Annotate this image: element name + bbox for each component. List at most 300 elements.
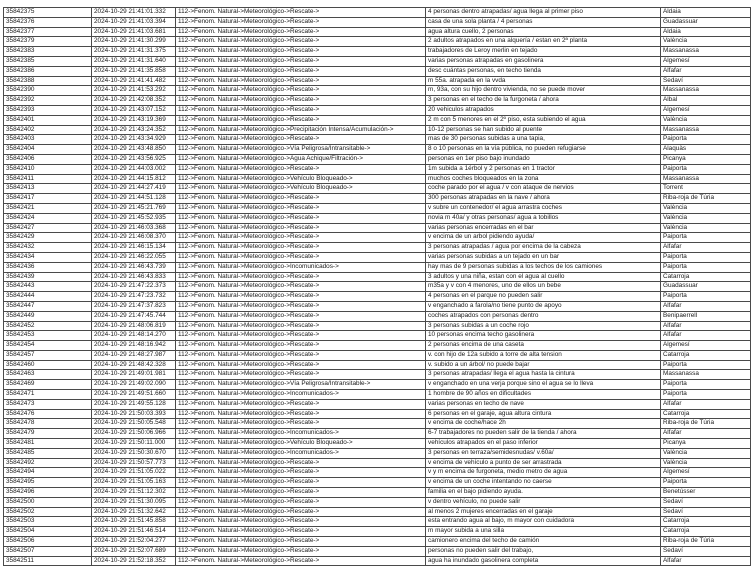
description-cell: v encima de vehículo a punto de ser arrastrada bbox=[426, 458, 661, 468]
municipality-cell: Paiporta bbox=[661, 262, 751, 272]
table-row bbox=[4, 37, 751, 47]
timestamp-cell: 2024-10-29 21:48:27.987 bbox=[92, 350, 176, 360]
timestamp-cell: 2024-10-29 21:46:15.134 bbox=[92, 243, 176, 253]
timestamp-cell: 2024-10-29 21:51:46.514 bbox=[92, 527, 176, 537]
description-cell: 2 personas encima de una caseta bbox=[426, 341, 661, 351]
description-cell: agua ha inundado gasolinera completa bbox=[426, 556, 661, 566]
timestamp-cell: 2024-10-29 21:44:15.812 bbox=[92, 174, 176, 184]
description-cell: m 55a. atrapada en la vvda bbox=[426, 76, 661, 86]
municipality-cell: Massanassa bbox=[661, 86, 751, 96]
timestamp-cell: 2024-10-29 21:51:05.163 bbox=[92, 478, 176, 488]
category-cell: 112->Fenom. Natural->Meteorológico->Rescate-> bbox=[176, 419, 426, 429]
incident-id-cell: 35842401 bbox=[4, 115, 92, 125]
category-cell: 112->Fenom. Natural->Meteorológico->Incomunicados-> bbox=[176, 448, 426, 458]
category-cell: 112->Fenom. Natural->Meteorológico->Incomunicados-> bbox=[176, 262, 426, 272]
description-cell: novia m 40a/ y otras personas/ agua a tobillos bbox=[426, 213, 661, 223]
description-cell: 3 personas atrapadas / agua por encima de la cabeza bbox=[426, 243, 661, 253]
municipality-cell: Alfafar bbox=[661, 321, 751, 331]
table-row bbox=[4, 17, 751, 27]
municipality-cell: Catarroja bbox=[661, 272, 751, 282]
incident-id-cell: 35842457 bbox=[4, 350, 92, 360]
municipality-cell: Benetússer bbox=[661, 488, 751, 498]
table-row bbox=[4, 213, 751, 223]
incident-id-cell: 35842447 bbox=[4, 301, 92, 311]
timestamp-cell: 2024-10-29 21:51:45.858 bbox=[92, 517, 176, 527]
table-row bbox=[4, 282, 751, 292]
table-row bbox=[4, 321, 751, 331]
timestamp-cell: 2024-10-29 21:48:16.942 bbox=[92, 341, 176, 351]
timestamp-cell: 2024-10-29 21:50:06.966 bbox=[92, 429, 176, 439]
table-row bbox=[4, 497, 751, 507]
municipality-cell: Paiporta bbox=[661, 135, 751, 145]
timestamp-cell: 2024-10-29 21:50:05.548 bbox=[92, 419, 176, 429]
table-row bbox=[4, 252, 751, 262]
municipality-cell: Alfafar bbox=[661, 66, 751, 76]
timestamp-cell: 2024-10-29 21:47:22.373 bbox=[92, 282, 176, 292]
table-row bbox=[4, 439, 751, 449]
category-cell: 112->Fenom. Natural->Meteorológico->Agua Achique/Filtración-> bbox=[176, 154, 426, 164]
description-cell: 10 personas encima techo gasolinera bbox=[426, 331, 661, 341]
timestamp-cell: 2024-10-29 21:47:45.744 bbox=[92, 311, 176, 321]
category-cell: 112->Fenom. Natural->Meteorológico->Rescate-> bbox=[176, 488, 426, 498]
incident-id-cell: 35842392 bbox=[4, 96, 92, 106]
timestamp-cell: 2024-10-29 21:50:30.670 bbox=[92, 448, 176, 458]
incident-id-cell: 35842504 bbox=[4, 527, 92, 537]
incident-id-cell: 35842492 bbox=[4, 458, 92, 468]
description-cell: varias personas subidas a un tejado en un bar bbox=[426, 252, 661, 262]
incident-id-cell: 35842427 bbox=[4, 223, 92, 233]
incident-id-cell: 35842410 bbox=[4, 164, 92, 174]
category-cell: 112->Fenom. Natural->Meteorológico->Rescate-> bbox=[176, 223, 426, 233]
description-cell: 4 personas en el parque no pueden salir bbox=[426, 292, 661, 302]
table-row bbox=[4, 223, 751, 233]
category-cell: 112->Fenom. Natural->Meteorológico->Rescate-> bbox=[176, 135, 426, 145]
table-row bbox=[4, 203, 751, 213]
timestamp-cell: 2024-10-29 21:41:03.394 bbox=[92, 17, 176, 27]
timestamp-cell: 2024-10-29 21:47:37.823 bbox=[92, 301, 176, 311]
timestamp-cell: 2024-10-29 21:48:42.328 bbox=[92, 360, 176, 370]
incident-id-cell: 35842495 bbox=[4, 478, 92, 488]
category-cell: 112->Fenom. Natural->Meteorológico->Rescate-> bbox=[176, 56, 426, 66]
municipality-cell: Sedaví bbox=[661, 546, 751, 556]
municipality-cell: Alfafar bbox=[661, 301, 751, 311]
incident-id-cell: 35842443 bbox=[4, 282, 92, 292]
incident-id-cell: 35842453 bbox=[4, 331, 92, 341]
municipality-cell: València bbox=[661, 448, 751, 458]
timestamp-cell: 2024-10-29 21:44:03.002 bbox=[92, 164, 176, 174]
timestamp-cell: 2024-10-29 21:50:57.773 bbox=[92, 458, 176, 468]
table-row bbox=[4, 409, 751, 419]
description-cell: varias personas atrapadas en gasolinera bbox=[426, 56, 661, 66]
category-cell: 112->Fenom. Natural->Meteorológico->Rescate-> bbox=[176, 301, 426, 311]
description-cell: 6 personas en el garaje, agua altura cintura bbox=[426, 409, 661, 419]
description-cell: v enganchado en una verja porque sino el agua se lo lleva bbox=[426, 380, 661, 390]
municipality-cell: València bbox=[661, 458, 751, 468]
municipality-cell: Paiporta bbox=[661, 292, 751, 302]
incident-id-cell: 35842404 bbox=[4, 145, 92, 155]
table-row bbox=[4, 311, 751, 321]
category-cell: 112->Fenom. Natural->Meteorológico->Precipitación Intensa/Acumulación-> bbox=[176, 125, 426, 135]
incident-id-cell: 35842411 bbox=[4, 174, 92, 184]
description-cell: hay mas de 9 personas subidas a los techos de los camiones bbox=[426, 262, 661, 272]
municipality-cell: Sedaví bbox=[661, 76, 751, 86]
timestamp-cell: 2024-10-29 21:41:31.375 bbox=[92, 47, 176, 57]
category-cell: 112->Fenom. Natural->Meteorológico->Rescate-> bbox=[176, 115, 426, 125]
incident-id-cell: 35842506 bbox=[4, 537, 92, 547]
category-cell: 112->Fenom. Natural->Meteorológico->Incomunicados-> bbox=[176, 429, 426, 439]
table-row bbox=[4, 331, 751, 341]
timestamp-cell: 2024-10-29 21:42:08.352 bbox=[92, 96, 176, 106]
table-row bbox=[4, 96, 751, 106]
description-cell: 4 personas dentro atrapadas/ agua llega al primer piso bbox=[426, 8, 661, 18]
incident-id-cell: 35842434 bbox=[4, 252, 92, 262]
description-cell: agua altura cuello, 2 personas bbox=[426, 27, 661, 37]
description-cell: 1 hombre de 90 años en dificultades bbox=[426, 390, 661, 400]
category-cell: 112->Fenom. Natural->Meteorológico->Rescate-> bbox=[176, 203, 426, 213]
timestamp-cell: 2024-10-29 21:51:12.302 bbox=[92, 488, 176, 498]
timestamp-cell: 2024-10-29 21:52:18.352 bbox=[92, 556, 176, 566]
category-cell: 112->Fenom. Natural->Meteorológico->Rescate-> bbox=[176, 517, 426, 527]
description-cell: coche parado por el agua / v con ataque de nervios bbox=[426, 184, 661, 194]
municipality-cell: Alfafar bbox=[661, 399, 751, 409]
timestamp-cell: 2024-10-29 21:41:35.858 bbox=[92, 66, 176, 76]
category-cell: 112->Fenom. Natural->Meteorológico->Rescate-> bbox=[176, 17, 426, 27]
category-cell: 112->Fenom. Natural->Meteorológico->Rescate-> bbox=[176, 292, 426, 302]
category-cell: 112->Fenom. Natural->Meteorológico->Rescate-> bbox=[176, 96, 426, 106]
municipality-cell: Catarroja bbox=[661, 409, 751, 419]
category-cell: 112->Fenom. Natural->Meteorológico->Rescate-> bbox=[176, 272, 426, 282]
description-cell: al menos 2 mujeres encerradas en el garaje bbox=[426, 507, 661, 517]
municipality-cell: Alfafar bbox=[661, 429, 751, 439]
category-cell: 112->Fenom. Natural->Meteorológico->Rescate-> bbox=[176, 243, 426, 253]
category-cell: 112->Fenom. Natural->Meteorológico->Vehículo Bloqueado-> bbox=[176, 184, 426, 194]
table-row bbox=[4, 125, 751, 135]
category-cell: 112->Fenom. Natural->Meteorológico->Rescate-> bbox=[176, 350, 426, 360]
table-row bbox=[4, 390, 751, 400]
timestamp-cell: 2024-10-29 21:41:41.482 bbox=[92, 76, 176, 86]
category-cell: 112->Fenom. Natural->Meteorológico->Rescate-> bbox=[176, 370, 426, 380]
timestamp-cell: 2024-10-29 21:49:55.128 bbox=[92, 399, 176, 409]
municipality-cell: Benipaerrell bbox=[661, 311, 751, 321]
category-cell: 112->Fenom. Natural->Meteorológico->Rescate-> bbox=[176, 478, 426, 488]
municipality-cell: Paiporta bbox=[661, 360, 751, 370]
description-cell: m mayor subida a una silla bbox=[426, 527, 661, 537]
timestamp-cell: 2024-10-29 21:41:03.681 bbox=[92, 27, 176, 37]
table-row bbox=[4, 56, 751, 66]
timestamp-cell: 2024-10-29 21:48:14.270 bbox=[92, 331, 176, 341]
description-cell: v encima de un arbol pidiendo ayuda/ bbox=[426, 233, 661, 243]
timestamp-cell: 2024-10-29 21:45:52.935 bbox=[92, 213, 176, 223]
timestamp-cell: 2024-10-29 21:51:05.022 bbox=[92, 468, 176, 478]
description-cell: 2 adultos atrapados en una alquería / estan en 2ª planta bbox=[426, 37, 661, 47]
timestamp-cell: 2024-10-29 21:51:30.095 bbox=[92, 497, 176, 507]
municipality-cell: Riba-roja de Túria bbox=[661, 537, 751, 547]
category-cell: 112->Fenom. Natural->Meteorológico->Rescate-> bbox=[176, 546, 426, 556]
table-row bbox=[4, 272, 751, 282]
description-cell: v dentro vehículo, no puede salir bbox=[426, 497, 661, 507]
municipality-cell: Algemesí bbox=[661, 468, 751, 478]
municipality-cell: Massanassa bbox=[661, 174, 751, 184]
table-row bbox=[4, 105, 751, 115]
municipality-cell: Picanya bbox=[661, 439, 751, 449]
incident-id-cell: 35842432 bbox=[4, 243, 92, 253]
category-cell: 112->Fenom. Natural->Meteorológico->Vehículo Bloqueado-> bbox=[176, 439, 426, 449]
incident-id-cell: 35842439 bbox=[4, 272, 92, 282]
table-row bbox=[4, 370, 751, 380]
table-row bbox=[4, 47, 751, 57]
municipality-cell: Paiporta bbox=[661, 390, 751, 400]
municipality-cell: Massanassa bbox=[661, 47, 751, 57]
municipality-cell: Alfafar bbox=[661, 331, 751, 341]
municipality-cell: Algemesí bbox=[661, 56, 751, 66]
timestamp-cell: 2024-10-29 21:46:03.368 bbox=[92, 223, 176, 233]
timestamp-cell: 2024-10-29 21:43:07.152 bbox=[92, 105, 176, 115]
description-cell: 1m subida a 1érbol y 2 personas en 1 tractor bbox=[426, 164, 661, 174]
municipality-cell: Paiporta bbox=[661, 252, 751, 262]
incident-id-cell: 35842375 bbox=[4, 8, 92, 18]
table-row bbox=[4, 233, 751, 243]
municipality-cell: Aldaia bbox=[661, 8, 751, 18]
description-cell: 3 personas subidas a un coche rojo bbox=[426, 321, 661, 331]
category-cell: 112->Fenom. Natural->Meteorológico->Incomunicados-> bbox=[176, 390, 426, 400]
timestamp-cell: 2024-10-29 21:41:01.332 bbox=[92, 8, 176, 18]
municipality-cell: Aldaia bbox=[661, 27, 751, 37]
description-cell: 3 adultos y una niña, estan con el agua al cuello bbox=[426, 272, 661, 282]
incident-id-cell: 35842417 bbox=[4, 194, 92, 204]
municipality-cell: Paiporta bbox=[661, 233, 751, 243]
timestamp-cell: 2024-10-29 21:49:01.981 bbox=[92, 370, 176, 380]
municipality-cell: València bbox=[661, 213, 751, 223]
category-cell: 112->Fenom. Natural->Meteorológico->Rescate-> bbox=[176, 409, 426, 419]
category-cell: 112->Fenom. Natural->Meteorológico->Rescate-> bbox=[176, 233, 426, 243]
category-cell: 112->Fenom. Natural->Meteorológico->Rescate-> bbox=[176, 507, 426, 517]
incident-id-cell: 35842383 bbox=[4, 47, 92, 57]
incident-id-cell: 35842388 bbox=[4, 76, 92, 86]
table-row bbox=[4, 145, 751, 155]
category-cell: 112->Fenom. Natural->Meteorológico->Vía Peligrosa/Intransitable-> bbox=[176, 380, 426, 390]
timestamp-cell: 2024-10-29 21:43:34.929 bbox=[92, 135, 176, 145]
timestamp-cell: 2024-10-29 21:43:56.925 bbox=[92, 154, 176, 164]
category-cell: 112->Fenom. Natural->Meteorológico->Rescate-> bbox=[176, 497, 426, 507]
table-row bbox=[4, 135, 751, 145]
description-cell: 300 personas atrapadas en la nave / ahora bbox=[426, 194, 661, 204]
table-row bbox=[4, 115, 751, 125]
municipality-cell: Riba-roja de Túria bbox=[661, 419, 751, 429]
incident-id-cell: 35842379 bbox=[4, 37, 92, 47]
timestamp-cell: 2024-10-29 21:49:02.090 bbox=[92, 380, 176, 390]
table-row bbox=[4, 262, 751, 272]
municipality-cell: València bbox=[661, 115, 751, 125]
incident-id-cell: 35842494 bbox=[4, 468, 92, 478]
description-cell: trabajadores de Leroy merlin en tejado bbox=[426, 47, 661, 57]
table-row bbox=[4, 174, 751, 184]
incident-id-cell: 35842421 bbox=[4, 203, 92, 213]
incident-id-cell: 35842377 bbox=[4, 27, 92, 37]
category-cell: 112->Fenom. Natural->Meteorológico->Rescate-> bbox=[176, 47, 426, 57]
category-cell: 112->Fenom. Natural->Meteorológico->Rescate-> bbox=[176, 194, 426, 204]
timestamp-cell: 2024-10-29 21:47:23.732 bbox=[92, 292, 176, 302]
table-row bbox=[4, 419, 751, 429]
description-cell: v y m encima de furgoneta, medio metro de agua bbox=[426, 468, 661, 478]
category-cell: 112->Fenom. Natural->Meteorológico->Rescate-> bbox=[176, 537, 426, 547]
incident-log-table bbox=[3, 7, 751, 566]
table-row bbox=[4, 154, 751, 164]
municipality-cell: València bbox=[661, 203, 751, 213]
category-cell: 112->Fenom. Natural->Meteorológico->Rescate-> bbox=[176, 76, 426, 86]
category-cell: 112->Fenom. Natural->Meteorológico->Rescate-> bbox=[176, 458, 426, 468]
timestamp-cell: 2024-10-29 21:46:22.055 bbox=[92, 252, 176, 262]
timestamp-cell: 2024-10-29 21:45:21.769 bbox=[92, 203, 176, 213]
timestamp-cell: 2024-10-29 21:46:43.739 bbox=[92, 262, 176, 272]
timestamp-cell: 2024-10-29 21:46:08.370 bbox=[92, 233, 176, 243]
scanned-document-page bbox=[3, 7, 750, 566]
incident-id-cell: 35842385 bbox=[4, 56, 92, 66]
description-cell: 8 o 10 personas en la vía pública, no pueden refugiarse bbox=[426, 145, 661, 155]
incident-id-cell: 35842390 bbox=[4, 86, 92, 96]
timestamp-cell: 2024-10-29 21:46:43.833 bbox=[92, 272, 176, 282]
table-row bbox=[4, 399, 751, 409]
incident-id-cell: 35842481 bbox=[4, 439, 92, 449]
category-cell: 112->Fenom. Natural->Meteorológico->Vehículo Bloqueado-> bbox=[176, 174, 426, 184]
table-row bbox=[4, 537, 751, 547]
description-cell: m35a y v con 4 menores, uno de ellos un bebe bbox=[426, 282, 661, 292]
category-cell: 112->Fenom. Natural->Meteorológico->Rescate-> bbox=[176, 556, 426, 566]
description-cell: familia en el bajo pidiendo ayuda. bbox=[426, 488, 661, 498]
category-cell: 112->Fenom. Natural->Meteorológico->Rescate-> bbox=[176, 331, 426, 341]
municipality-cell: Paiporta bbox=[661, 380, 751, 390]
incident-id-cell: 35842460 bbox=[4, 360, 92, 370]
municipality-cell: Catarroja bbox=[661, 517, 751, 527]
category-cell: 112->Fenom. Natural->Meteorológico->Rescate-> bbox=[176, 321, 426, 331]
description-cell: v enganchado a farola/no tiene punto de apoyo bbox=[426, 301, 661, 311]
incident-id-cell: 35842376 bbox=[4, 17, 92, 27]
incident-id-cell: 35842403 bbox=[4, 135, 92, 145]
description-cell: esta entrando agua al bajo, m mayor con cuidadora bbox=[426, 517, 661, 527]
description-cell: 10-12 personas se han subido al puente bbox=[426, 125, 661, 135]
timestamp-cell: 2024-10-29 21:48:06.819 bbox=[92, 321, 176, 331]
table-row bbox=[4, 194, 751, 204]
table-row bbox=[4, 507, 751, 517]
timestamp-cell: 2024-10-29 21:50:03.393 bbox=[92, 409, 176, 419]
description-cell: casa de una sola planta / 4 personas bbox=[426, 17, 661, 27]
category-cell: 112->Fenom. Natural->Meteorológico->Rescate-> bbox=[176, 527, 426, 537]
timestamp-cell: 2024-10-29 21:51:32.642 bbox=[92, 507, 176, 517]
incident-id-cell: 35842476 bbox=[4, 409, 92, 419]
table-row bbox=[4, 488, 751, 498]
incident-id-cell: 35842503 bbox=[4, 517, 92, 527]
category-cell: 112->Fenom. Natural->Meteorológico->Rescate-> bbox=[176, 105, 426, 115]
municipality-cell: Algemesí bbox=[661, 341, 751, 351]
municipality-cell: València bbox=[661, 223, 751, 233]
timestamp-cell: 2024-10-29 21:52:07.689 bbox=[92, 546, 176, 556]
description-cell: personas no pueden salir del trabajo, bbox=[426, 546, 661, 556]
description-cell: 6-7 trabajadores no pueden salir de la tienda / ahora bbox=[426, 429, 661, 439]
description-cell: 3 personas en el techo de la furgoneta / ahora bbox=[426, 96, 661, 106]
municipality-cell: Massanassa bbox=[661, 370, 751, 380]
municipality-cell: Alaquàs bbox=[661, 145, 751, 155]
description-cell: m, 93a, con su hijo dentro vivienda, no se puede mover bbox=[426, 86, 661, 96]
description-cell: v encima de coche/hace 2h bbox=[426, 419, 661, 429]
table-row bbox=[4, 243, 751, 253]
incident-id-cell: 35842454 bbox=[4, 341, 92, 351]
category-cell: 112->Fenom. Natural->Meteorológico->Rescate-> bbox=[176, 86, 426, 96]
incident-id-cell: 35842449 bbox=[4, 311, 92, 321]
incident-id-cell: 35842436 bbox=[4, 262, 92, 272]
incident-id-cell: 35842424 bbox=[4, 213, 92, 223]
timestamp-cell: 2024-10-29 21:43:24.352 bbox=[92, 125, 176, 135]
description-cell: 3 personas atrapadas/ llega el agua hasta la cintura bbox=[426, 370, 661, 380]
description-cell: v subre un contenedor/ el agua arrastra coches bbox=[426, 203, 661, 213]
incident-id-cell: 35842452 bbox=[4, 321, 92, 331]
category-cell: 112->Fenom. Natural->Meteorológico->Rescate-> bbox=[176, 311, 426, 321]
table-row bbox=[4, 468, 751, 478]
incident-id-cell: 35842429 bbox=[4, 233, 92, 243]
incident-id-cell: 35842511 bbox=[4, 556, 92, 566]
description-cell: v. subido a un árbol/ no puede bajar bbox=[426, 360, 661, 370]
table-row bbox=[4, 556, 751, 566]
description-cell: v. con hijo de 12a subido a torre de alta tension bbox=[426, 350, 661, 360]
incident-id-cell: 35842496 bbox=[4, 488, 92, 498]
category-cell: 112->Fenom. Natural->Meteorológico->Rescate-> bbox=[176, 282, 426, 292]
municipality-cell: Paiporta bbox=[661, 164, 751, 174]
description-cell: camionero encima del techo de camión bbox=[426, 537, 661, 547]
incident-log-body bbox=[4, 8, 751, 566]
table-row bbox=[4, 350, 751, 360]
description-cell: desc cuántas personas, en techo tienda bbox=[426, 66, 661, 76]
category-cell: 112->Fenom. Natural->Meteorológico->Rescate-> bbox=[176, 252, 426, 262]
table-row bbox=[4, 66, 751, 76]
municipality-cell: Sedaví bbox=[661, 507, 751, 517]
category-cell: 112->Fenom. Natural->Meteorológico->Rescate-> bbox=[176, 37, 426, 47]
category-cell: 112->Fenom. Natural->Meteorológico->Rescate-> bbox=[176, 164, 426, 174]
municipality-cell: Guadassuar bbox=[661, 17, 751, 27]
incident-id-cell: 35842393 bbox=[4, 105, 92, 115]
incident-id-cell: 35842473 bbox=[4, 399, 92, 409]
category-cell: 112->Fenom. Natural->Meteorológico->Rescate-> bbox=[176, 27, 426, 37]
municipality-cell: Massanassa bbox=[661, 125, 751, 135]
table-row bbox=[4, 478, 751, 488]
municipality-cell: Alfafar bbox=[661, 243, 751, 253]
incident-id-cell: 35842507 bbox=[4, 546, 92, 556]
municipality-cell: Algemesí bbox=[661, 105, 751, 115]
table-row bbox=[4, 301, 751, 311]
category-cell: 112->Fenom. Natural->Meteorológico->Rescate-> bbox=[176, 399, 426, 409]
municipality-cell: Paiporta bbox=[661, 478, 751, 488]
table-row bbox=[4, 360, 751, 370]
table-row bbox=[4, 429, 751, 439]
incident-id-cell: 35842502 bbox=[4, 507, 92, 517]
table-row bbox=[4, 546, 751, 556]
incident-id-cell: 35842413 bbox=[4, 184, 92, 194]
timestamp-cell: 2024-10-29 21:49:51.660 bbox=[92, 390, 176, 400]
table-row bbox=[4, 380, 751, 390]
municipality-cell: Riba-roja de Túria bbox=[661, 194, 751, 204]
description-cell: 2 m con 5 menores en el 2º piso, esta subiendo el agua bbox=[426, 115, 661, 125]
municipality-cell: Alfafar bbox=[661, 556, 751, 566]
timestamp-cell: 2024-10-29 21:50:11.000 bbox=[92, 439, 176, 449]
table-row bbox=[4, 341, 751, 351]
municipality-cell: Torrent bbox=[661, 184, 751, 194]
incident-id-cell: 35842463 bbox=[4, 370, 92, 380]
incident-id-cell: 35842406 bbox=[4, 154, 92, 164]
municipality-cell: Albal bbox=[661, 96, 751, 106]
table-row bbox=[4, 458, 751, 468]
incident-id-cell: 35842479 bbox=[4, 429, 92, 439]
description-cell: coches atrapados con personas dentro bbox=[426, 311, 661, 321]
category-cell: 112->Fenom. Natural->Meteorológico->Rescate-> bbox=[176, 66, 426, 76]
incident-id-cell: 35842485 bbox=[4, 448, 92, 458]
description-cell: vehículos atrapados en el paso inferior bbox=[426, 439, 661, 449]
